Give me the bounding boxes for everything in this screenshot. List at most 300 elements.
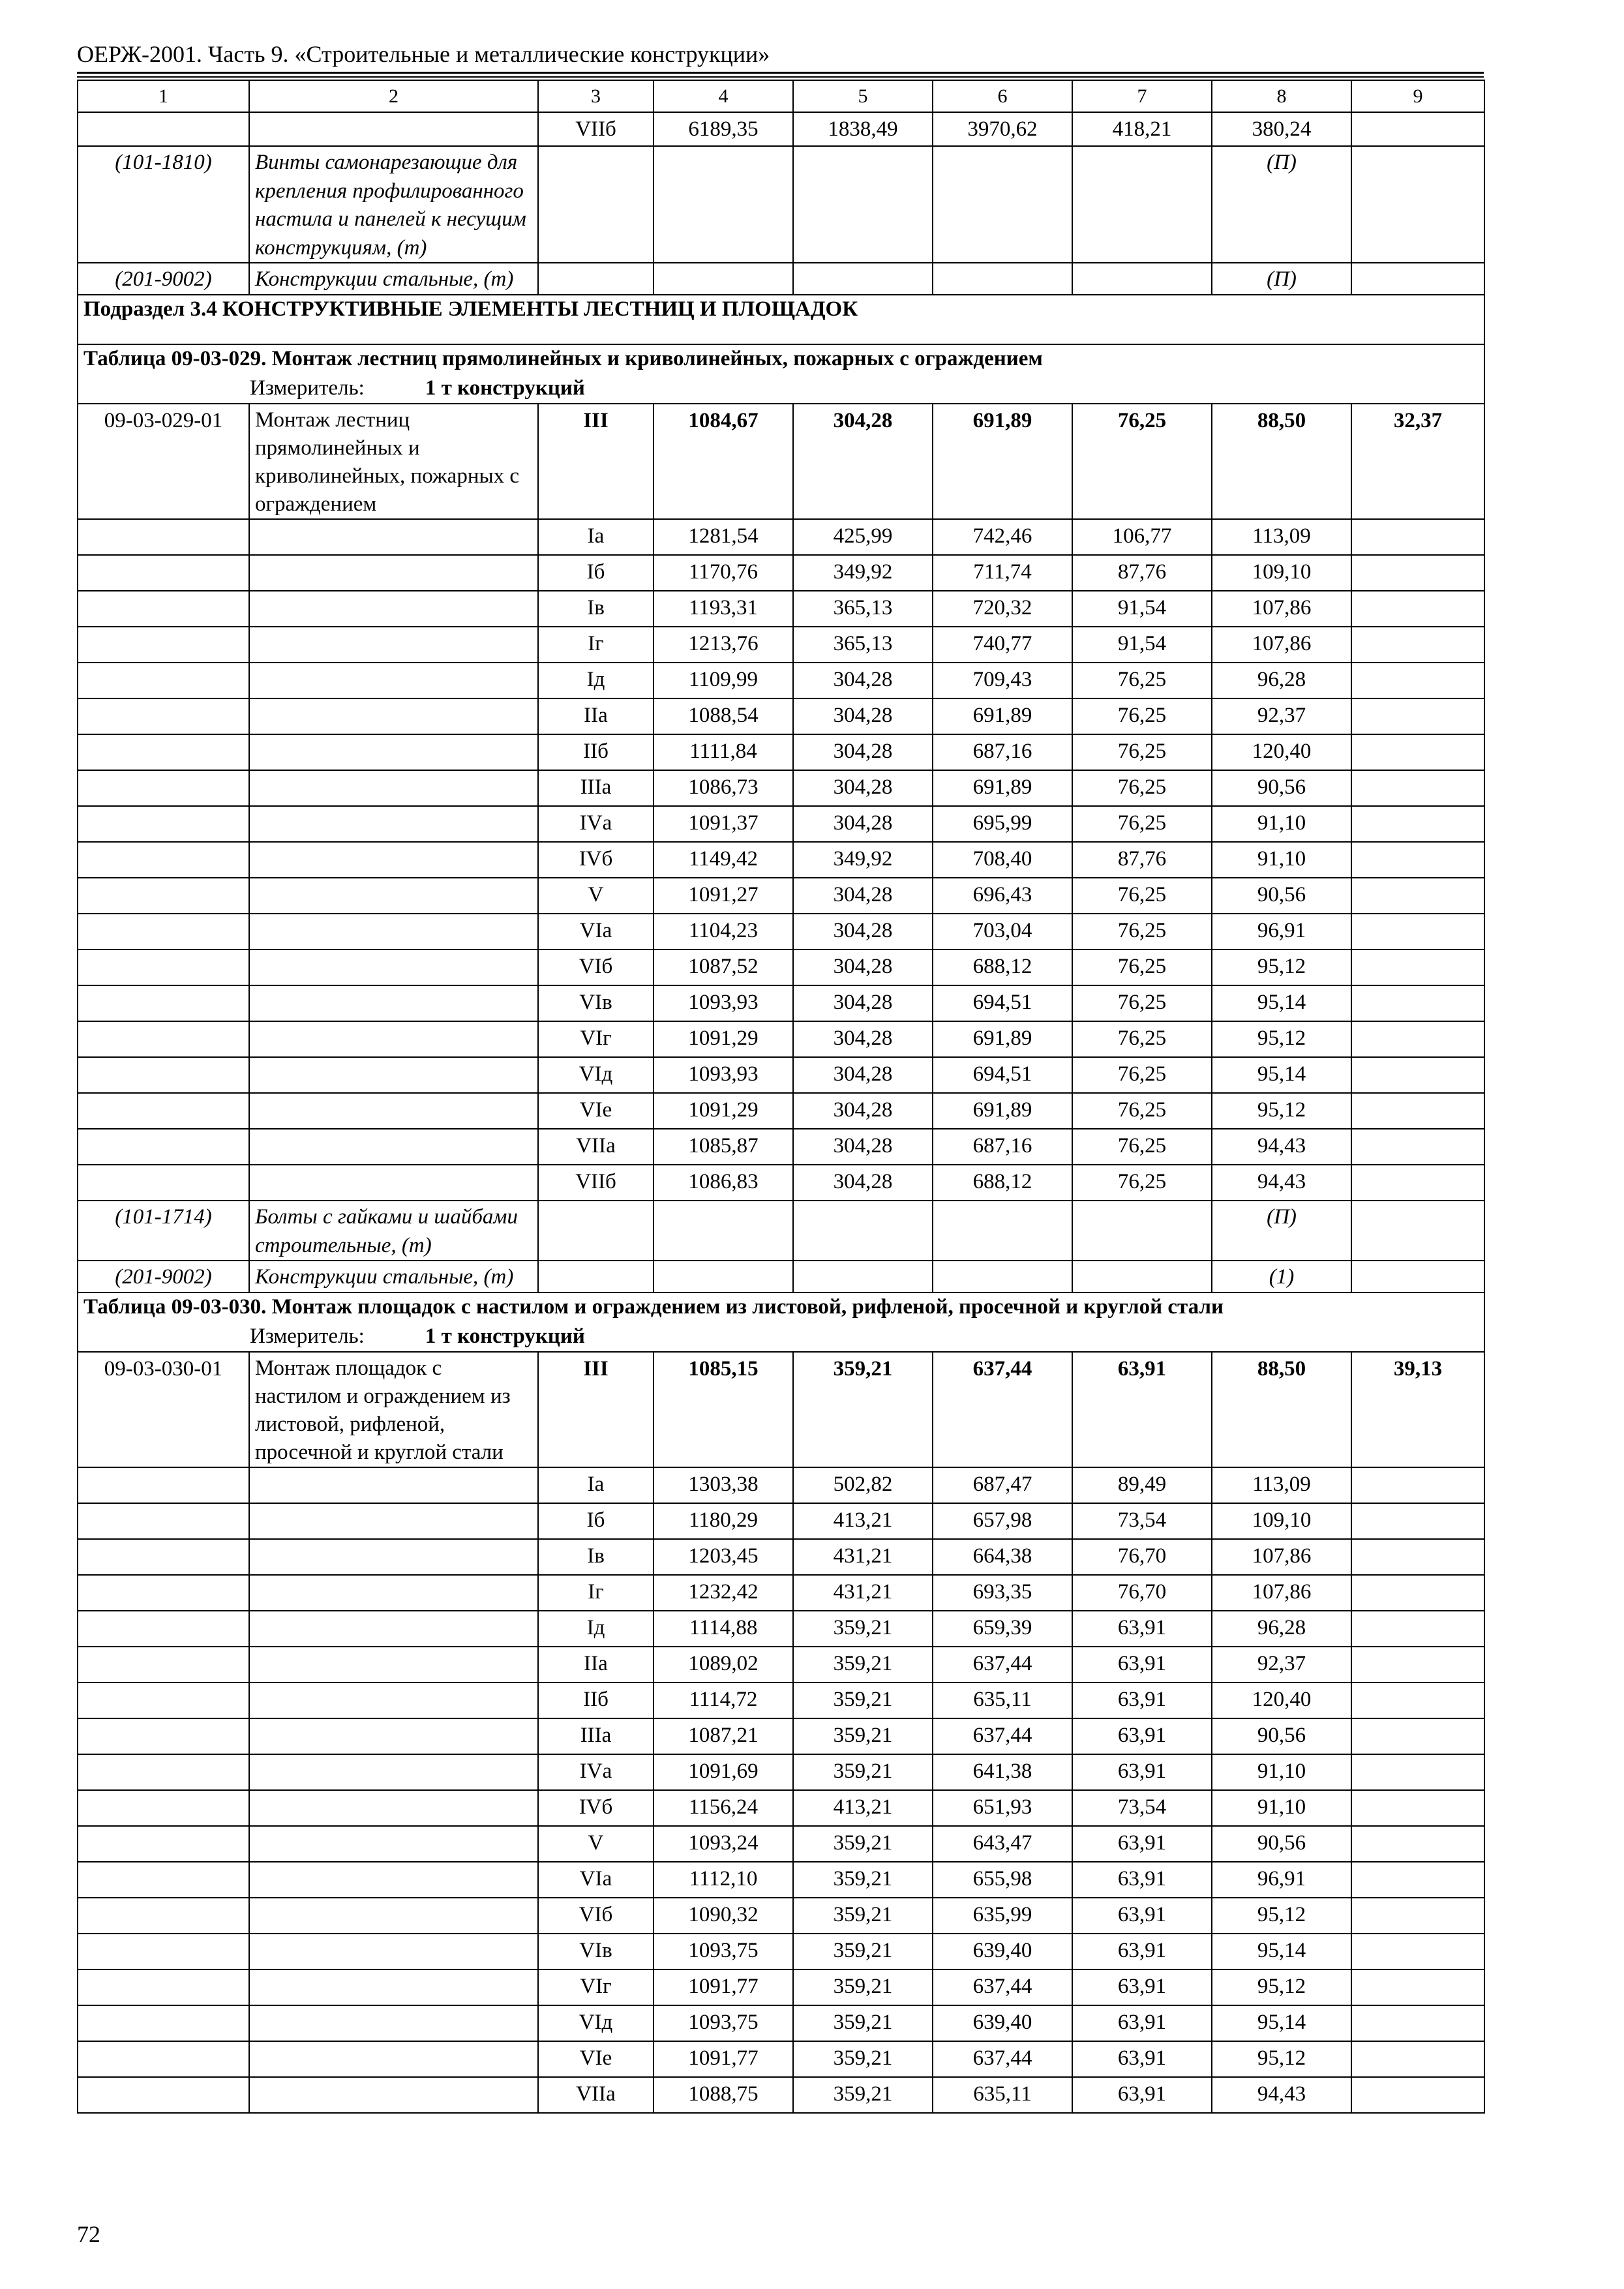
- value-cell: 1093,93: [654, 985, 793, 1021]
- rate-code: [78, 627, 249, 663]
- value-cell: 413,21: [793, 1790, 933, 1826]
- zone-cell: V: [538, 878, 654, 914]
- zone-cell: IIб: [538, 734, 654, 770]
- zone-cell: VIг: [538, 1969, 654, 2005]
- rate-description: [249, 1539, 538, 1575]
- rate-code: [78, 1718, 249, 1754]
- labor-cell: [1351, 1862, 1484, 1898]
- column-number: 6: [933, 80, 1072, 112]
- zone-cell: Iг: [538, 1575, 654, 1611]
- value-cell: 639,40: [933, 1934, 1072, 1969]
- rate-code: [78, 950, 249, 985]
- value-cell: 304,28: [793, 734, 933, 770]
- rate-code: [78, 1969, 249, 2005]
- data-row: [78, 1129, 1484, 1165]
- empty-cell: [933, 263, 1072, 295]
- rates-table: [77, 80, 1485, 2114]
- value-cell: 688,12: [933, 950, 1072, 985]
- rate-code: [78, 1539, 249, 1575]
- data-row: [78, 1021, 1484, 1057]
- value-cell: 691,89: [933, 404, 1072, 519]
- value-cell: 76,25: [1072, 770, 1212, 806]
- value-cell: 63,91: [1072, 2041, 1212, 2077]
- value-cell: 90,56: [1212, 1718, 1351, 1754]
- rate-code: [78, 591, 249, 627]
- value-cell: 88,50: [1212, 1352, 1351, 1467]
- value-cell: 359,21: [793, 1611, 933, 1647]
- name-cell: [249, 112, 538, 146]
- empty-cell: [654, 1261, 793, 1293]
- value-cell: 63,91: [1072, 2005, 1212, 2041]
- page-header-title: ОЕРЖ-2001. Часть 9. «Строительные и металлические конструкции»: [77, 41, 770, 67]
- carryover-row: [78, 112, 1484, 146]
- value-cell: 63,91: [1072, 1969, 1212, 2005]
- rate-code: 09-03-029-01: [78, 404, 249, 519]
- rate-description: [249, 1503, 538, 1539]
- value-cell: 1193,31: [654, 591, 793, 627]
- labor-cell: [1351, 734, 1484, 770]
- value-cell: 637,44: [933, 2041, 1072, 2077]
- value-cell: 643,47: [933, 1826, 1072, 1862]
- rate-code: [78, 2077, 249, 2113]
- zone-cell: VIе: [538, 1093, 654, 1129]
- rate-description: [249, 770, 538, 806]
- value-cell: 63,91: [1072, 1862, 1212, 1898]
- value-cell: 431,21: [793, 1575, 933, 1611]
- data-row: [78, 806, 1484, 842]
- zone-cell: Iб: [538, 1503, 654, 1539]
- labor-cell: [1351, 878, 1484, 914]
- value-cell: 637,44: [933, 1969, 1072, 2005]
- rate-description: [249, 2005, 538, 2041]
- zone-cell: IVб: [538, 842, 654, 878]
- value-cell: 95,14: [1212, 1934, 1351, 1969]
- labor-cell: [1351, 1165, 1484, 1201]
- value-cell: 63,91: [1072, 1898, 1212, 1934]
- value-cell: 1104,23: [654, 914, 793, 950]
- rate-code: [78, 1021, 249, 1057]
- value-cell: 380,24: [1212, 112, 1351, 146]
- data-row: [78, 1503, 1484, 1539]
- empty-cell: [654, 1201, 793, 1261]
- data-row: [78, 519, 1484, 555]
- rate-description: [249, 1611, 538, 1647]
- zone-cell: VIг: [538, 1021, 654, 1057]
- rate-description: [249, 806, 538, 842]
- labor-cell: [1351, 1021, 1484, 1057]
- labor-cell: [1351, 1539, 1484, 1575]
- rate-description: [249, 1093, 538, 1129]
- resource-row: [78, 1261, 1484, 1293]
- value-cell: 635,11: [933, 2077, 1072, 2113]
- rate-code: [78, 1575, 249, 1611]
- value-cell: 1114,72: [654, 1683, 793, 1718]
- value-cell: 1088,54: [654, 698, 793, 734]
- value-cell: 1093,75: [654, 1934, 793, 1969]
- value-cell: 63,91: [1072, 1934, 1212, 1969]
- value-cell: 94,43: [1212, 1129, 1351, 1165]
- data-row: [78, 2077, 1484, 2113]
- rate-description: [249, 914, 538, 950]
- data-row: [78, 914, 1484, 950]
- value-cell: 63,91: [1072, 2077, 1212, 2113]
- rate-code: [78, 806, 249, 842]
- value-cell: 76,25: [1072, 914, 1212, 950]
- value-cell: 691,89: [933, 1021, 1072, 1057]
- data-row: [78, 1575, 1484, 1611]
- value-cell: 96,91: [1212, 914, 1351, 950]
- zone-cell: Iв: [538, 591, 654, 627]
- value-cell: 73,54: [1072, 1790, 1212, 1826]
- value-cell: 96,28: [1212, 1611, 1351, 1647]
- data-row: [78, 1057, 1484, 1093]
- value-cell: 1091,27: [654, 878, 793, 914]
- data-row: [78, 1790, 1484, 1826]
- value-cell: 637,44: [933, 1718, 1072, 1754]
- value-cell: 107,86: [1212, 627, 1351, 663]
- labor-cell: [1351, 985, 1484, 1021]
- value-cell: 1087,21: [654, 1718, 793, 1754]
- value-cell: 703,04: [933, 914, 1072, 950]
- value-cell: 359,21: [793, 1352, 933, 1467]
- value-cell: 95,14: [1212, 2005, 1351, 2041]
- value-cell: 1838,49: [793, 112, 933, 146]
- data-row: [78, 1934, 1484, 1969]
- value-cell: 1303,38: [654, 1467, 793, 1503]
- value-cell: 359,21: [793, 1826, 933, 1862]
- rate-code: [78, 914, 249, 950]
- zone-cell: VIIб: [538, 112, 654, 146]
- column-number: 1: [78, 80, 249, 112]
- value-cell: 304,28: [793, 1057, 933, 1093]
- value-cell: 304,28: [793, 950, 933, 985]
- value-cell: 365,13: [793, 627, 933, 663]
- resource-row: [78, 1201, 1484, 1261]
- value-cell: 1109,99: [654, 663, 793, 698]
- resource-name: Конструкции стальные, (т): [249, 263, 538, 295]
- zone-cell: IIа: [538, 1647, 654, 1683]
- zone-cell: VIв: [538, 1934, 654, 1969]
- labor-cell: [1351, 591, 1484, 627]
- header-rule: [77, 72, 1484, 74]
- value-cell: 359,21: [793, 1969, 933, 2005]
- value-cell: 63,91: [1072, 1718, 1212, 1754]
- data-row: [78, 842, 1484, 878]
- rate-code: [78, 1790, 249, 1826]
- zone-cell: IIIа: [538, 1718, 654, 1754]
- value-cell: 91,10: [1212, 1754, 1351, 1790]
- rate-code: [78, 1934, 249, 1969]
- zone-cell: III: [538, 404, 654, 519]
- zone-cell: VIIа: [538, 2077, 654, 2113]
- value-cell: 63,91: [1072, 1647, 1212, 1683]
- zone-cell: Iд: [538, 1611, 654, 1647]
- rate-code: [78, 842, 249, 878]
- value-cell: 304,28: [793, 806, 933, 842]
- rate-code: [78, 878, 249, 914]
- rate-description: [249, 1934, 538, 1969]
- zone-cell: Iд: [538, 663, 654, 698]
- unit-line: [83, 1321, 1479, 1351]
- value-cell: 91,54: [1072, 591, 1212, 627]
- rate-description: [249, 1718, 538, 1754]
- value-cell: 1180,29: [654, 1503, 793, 1539]
- value-cell: 694,51: [933, 985, 1072, 1021]
- unit-label: Измеритель:: [250, 376, 365, 400]
- labor-cell: [1351, 1969, 1484, 2005]
- value-cell: 1093,93: [654, 1057, 793, 1093]
- rate-code: [78, 1129, 249, 1165]
- value-cell: 95,12: [1212, 2041, 1351, 2077]
- rate-description: [249, 555, 538, 591]
- value-cell: 113,09: [1212, 1467, 1351, 1503]
- zone-cell: VIа: [538, 914, 654, 950]
- unit-value: 1 т конструкций: [425, 376, 585, 400]
- data-row: [78, 2005, 1484, 2041]
- value-cell: 304,28: [793, 1021, 933, 1057]
- data-row: [78, 1862, 1484, 1898]
- value-cell: 413,21: [793, 1503, 933, 1539]
- rate-description: [249, 1862, 538, 1898]
- rate-description: [249, 1790, 538, 1826]
- rate-description: [249, 698, 538, 734]
- value-cell: 91,54: [1072, 627, 1212, 663]
- value-cell: 304,28: [793, 770, 933, 806]
- value-cell: 304,28: [793, 698, 933, 734]
- value-cell: 635,11: [933, 1683, 1072, 1718]
- data-row: [78, 627, 1484, 663]
- labor-cell: [1351, 1129, 1484, 1165]
- zone-cell: IIб: [538, 1683, 654, 1718]
- value-cell: 708,40: [933, 842, 1072, 878]
- value-cell: 95,12: [1212, 1021, 1351, 1057]
- rate-code: [78, 1683, 249, 1718]
- value-cell: 95,14: [1212, 1057, 1351, 1093]
- zone-cell: VIIа: [538, 1129, 654, 1165]
- value-cell: 1093,24: [654, 1826, 793, 1862]
- unit-line: [83, 373, 1479, 403]
- value-cell: 87,76: [1072, 555, 1212, 591]
- subsection-row: [78, 295, 1484, 344]
- value-cell: 635,99: [933, 1898, 1072, 1934]
- zone-cell: Iа: [538, 519, 654, 555]
- resource-mark: (П): [1212, 1201, 1351, 1261]
- value-cell: 92,37: [1212, 1647, 1351, 1683]
- value-cell: 120,40: [1212, 1683, 1351, 1718]
- value-cell: 687,16: [933, 734, 1072, 770]
- data-row: [78, 404, 1484, 519]
- labor-cell: [1351, 1093, 1484, 1129]
- value-cell: 87,76: [1072, 842, 1212, 878]
- value-cell: 1091,37: [654, 806, 793, 842]
- resource-mark: (П): [1212, 146, 1351, 263]
- value-cell: 95,12: [1212, 1093, 1351, 1129]
- value-cell: 425,99: [793, 519, 933, 555]
- value-cell: 359,21: [793, 2005, 933, 2041]
- value-cell: 691,89: [933, 698, 1072, 734]
- rate-description: [249, 1683, 538, 1718]
- value-cell: 637,44: [933, 1647, 1072, 1683]
- labor-cell: [1351, 1503, 1484, 1539]
- value-cell: 687,47: [933, 1467, 1072, 1503]
- rate-code: [78, 1165, 249, 1201]
- value-cell: 359,21: [793, 1754, 933, 1790]
- column-number-row: [78, 80, 1484, 112]
- rate-code: [78, 1647, 249, 1683]
- value-cell: 76,25: [1072, 950, 1212, 985]
- data-row: [78, 663, 1484, 698]
- value-cell: 6189,35: [654, 112, 793, 146]
- empty-cell: [654, 263, 793, 295]
- resource-row: [78, 146, 1484, 263]
- value-cell: 63,91: [1072, 1683, 1212, 1718]
- value-cell: 359,21: [793, 1898, 933, 1934]
- value-cell: 89,49: [1072, 1467, 1212, 1503]
- labor-cell: [1351, 112, 1484, 146]
- table-title-row: [78, 1293, 1484, 1353]
- value-cell: 88,50: [1212, 404, 1351, 519]
- labor-cell: 32,37: [1351, 404, 1484, 519]
- value-cell: 76,25: [1072, 734, 1212, 770]
- value-cell: 709,43: [933, 663, 1072, 698]
- value-cell: 76,25: [1072, 404, 1212, 519]
- table-body: [78, 80, 1484, 2113]
- empty-cell: [1072, 1201, 1212, 1261]
- rate-description: Монтаж площадок с настилом и ограждением из листовой, рифленой, просечной и круглой стали: [249, 1352, 538, 1467]
- value-cell: 695,99: [933, 806, 1072, 842]
- empty-cell: [793, 1261, 933, 1293]
- rate-description: [249, 1165, 538, 1201]
- zone-cell: Iа: [538, 1467, 654, 1503]
- rate-description: [249, 1129, 538, 1165]
- zone-cell: IIа: [538, 698, 654, 734]
- rate-description: [249, 627, 538, 663]
- value-cell: 92,37: [1212, 698, 1351, 734]
- data-row: [78, 1467, 1484, 1503]
- data-row: [78, 1611, 1484, 1647]
- zone-cell: Iг: [538, 627, 654, 663]
- value-cell: 76,25: [1072, 985, 1212, 1021]
- value-cell: 304,28: [793, 1165, 933, 1201]
- value-cell: 1232,42: [654, 1575, 793, 1611]
- value-cell: 76,25: [1072, 806, 1212, 842]
- value-cell: 691,89: [933, 770, 1072, 806]
- data-row: [78, 1647, 1484, 1683]
- value-cell: 3970,62: [933, 112, 1072, 146]
- data-row: [78, 734, 1484, 770]
- data-row: [78, 1718, 1484, 1754]
- value-cell: 637,44: [933, 1352, 1072, 1467]
- code-cell: [78, 112, 249, 146]
- data-row: [78, 1969, 1484, 2005]
- empty-cell: [538, 146, 654, 263]
- labor-cell: [1351, 2077, 1484, 2113]
- column-number: 4: [654, 80, 793, 112]
- table-title-cell: [78, 1293, 1484, 1353]
- value-cell: 109,10: [1212, 555, 1351, 591]
- value-cell: 76,25: [1072, 1129, 1212, 1165]
- empty-cell: [1351, 146, 1484, 263]
- rate-code: [78, 1093, 249, 1129]
- value-cell: 106,77: [1072, 519, 1212, 555]
- value-cell: 96,28: [1212, 663, 1351, 698]
- rate-description: [249, 1898, 538, 1934]
- zone-cell: V: [538, 1826, 654, 1862]
- value-cell: 1111,84: [654, 734, 793, 770]
- value-cell: 113,09: [1212, 519, 1351, 555]
- column-number: 5: [793, 80, 933, 112]
- data-row: [78, 1539, 1484, 1575]
- labor-cell: [1351, 1826, 1484, 1862]
- rate-description: [249, 878, 538, 914]
- labor-cell: [1351, 519, 1484, 555]
- value-cell: 1089,02: [654, 1647, 793, 1683]
- labor-cell: [1351, 555, 1484, 591]
- empty-cell: [1072, 263, 1212, 295]
- zone-cell: IVа: [538, 1754, 654, 1790]
- labor-cell: [1351, 698, 1484, 734]
- rate-code: [78, 519, 249, 555]
- rate-code: [78, 1826, 249, 1862]
- zone-cell: IVа: [538, 806, 654, 842]
- resource-code: (201-9002): [78, 1261, 249, 1293]
- value-cell: 651,93: [933, 1790, 1072, 1826]
- column-number: 2: [249, 80, 538, 112]
- zone-cell: VIIб: [538, 1165, 654, 1201]
- value-cell: 120,40: [1212, 734, 1351, 770]
- rate-description: [249, 2041, 538, 2077]
- value-cell: 96,91: [1212, 1862, 1351, 1898]
- value-cell: 349,92: [793, 555, 933, 591]
- value-cell: 359,21: [793, 2077, 933, 2113]
- rate-description: [249, 985, 538, 1021]
- data-row: [78, 878, 1484, 914]
- value-cell: 90,56: [1212, 770, 1351, 806]
- rate-code: [78, 1862, 249, 1898]
- labor-cell: [1351, 627, 1484, 663]
- value-cell: 359,21: [793, 1718, 933, 1754]
- value-cell: 76,25: [1072, 698, 1212, 734]
- value-cell: 359,21: [793, 2041, 933, 2077]
- value-cell: 304,28: [793, 404, 933, 519]
- zone-cell: VIв: [538, 985, 654, 1021]
- value-cell: 1213,76: [654, 627, 793, 663]
- empty-cell: [933, 146, 1072, 263]
- data-row: [78, 1898, 1484, 1934]
- empty-cell: [793, 1201, 933, 1261]
- rate-code: [78, 663, 249, 698]
- value-cell: 1093,75: [654, 2005, 793, 2041]
- value-cell: 304,28: [793, 985, 933, 1021]
- resource-name: Болты с гайками и шайбами строительные, (т): [249, 1201, 538, 1261]
- rate-code: [78, 2005, 249, 2041]
- empty-cell: [538, 263, 654, 295]
- value-cell: 1091,77: [654, 1969, 793, 2005]
- value-cell: 418,21: [1072, 112, 1212, 146]
- unit-label: Измеритель:: [250, 1324, 365, 1348]
- rate-code: [78, 1611, 249, 1647]
- labor-cell: [1351, 1934, 1484, 1969]
- rate-code: [78, 1503, 249, 1539]
- value-cell: 1090,32: [654, 1898, 793, 1934]
- zone-cell: VIб: [538, 1898, 654, 1934]
- value-cell: 1087,52: [654, 950, 793, 985]
- value-cell: 95,12: [1212, 950, 1351, 985]
- value-cell: 641,38: [933, 1754, 1072, 1790]
- resource-mark: (П): [1212, 263, 1351, 295]
- value-cell: 95,14: [1212, 985, 1351, 1021]
- value-cell: 90,56: [1212, 1826, 1351, 1862]
